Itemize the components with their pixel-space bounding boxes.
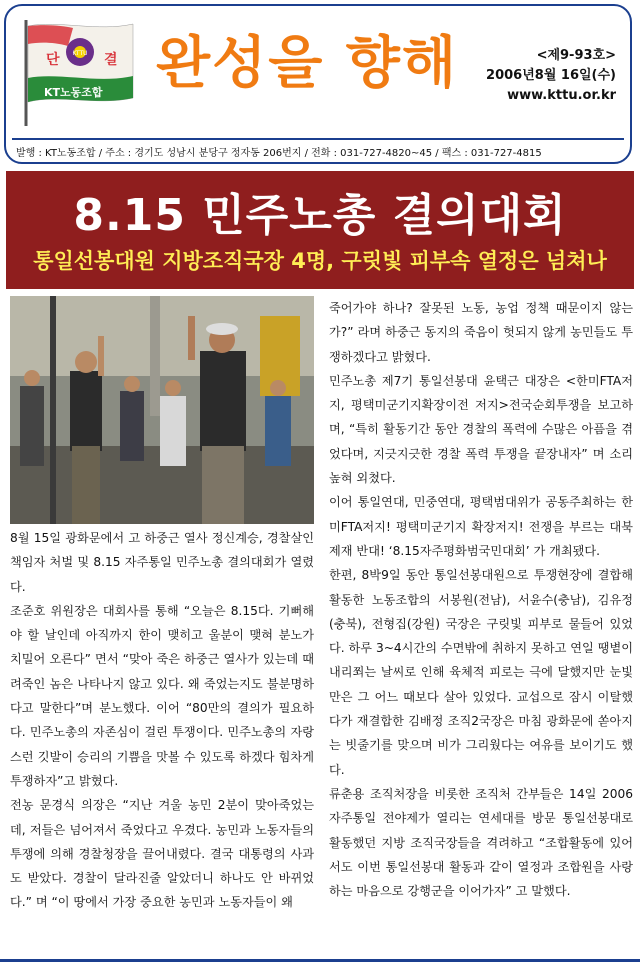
newsletter-title: 완성을 향해: [156, 31, 458, 96]
publisher-contact: 발행 : KT노동조합 / 주소 : 경기도 성남시 분당구 정자동 206번지 / 전화 : 031-727-4820~45 / 팩스 : 031-727-4815: [12, 138, 624, 159]
article-paragraph: 이어 통일연대, 민중연대, 평택범대위가 공동주최하는 한미FTA저지! 평택미군기지 확장저지! 전쟁을 부르는 대북제재 반대! ‘8.15자주평화범국민대회’ 가 개최됐다.: [329, 495, 633, 558]
website-link[interactable]: www.kttu.or.kr: [507, 88, 616, 103]
article-paragraph: 민주노총 제7기 통일선봉대 윤택근 대장은 <한미FTA저지, 평택미군기지확장이전 저지>전국순회투쟁을 보고하며, “특히 활동기간 동안 경찰의 폭력에 수많은 아픔을 겪었다며, 지긋지긋한 경찰 폭력 투쟁을 끝장내자” 며 소리높혀 외쳤다.: [329, 373, 633, 486]
issue-number: <제9-93호>: [536, 48, 616, 63]
headline: 8.15 민주노총 결의대회: [73, 190, 567, 241]
issue-info: [486, 46, 616, 106]
article-column-right: [329, 296, 633, 903]
subheadline: 통일선봉대원 지방조직국장 4명, 구릿빛 피부속 열정은 넘쳐나: [33, 249, 607, 273]
headline-banner: [6, 171, 634, 289]
flag-char-1: 단: [46, 52, 60, 68]
rally-photo: [10, 296, 314, 524]
article-paragraph: 8월 15일 광화문에서 고 하중근 열사 정신계승, 경찰살인 책임자 처벌 및 8.15 자주통일 민주노총 결의대회가 열렸다.: [10, 531, 314, 594]
issue-date: 2006년8월 16일(수): [486, 68, 616, 83]
article-paragraph: 전농 문경식 의장은 “지난 겨울 농민 2분이 맞아죽었는데, 저들은 넘어져서 죽었다고 우겼다. 농민과 노동자들의 투쟁에 의해 경찰청장을 끌어내렸다. 결국 대통령의 사과도 받았다. 경찰이 달라진줄 알았더니 하나도 안 바뀌었다.” 며 “이 땅에서 가장 중요한 농민과 노동자들이 왜: [10, 798, 314, 910]
article-paragraph: 조준호 위원장은 대회사를 통해 “오늘은 8.15다. 기뻐해야 할 날인데 아직까지 한이 맺히고 울분이 맺혀 분노가 치밀어 오른다” 면서 “맞아 죽은 하중근 열사가 있는데 때려죽인 놈은 나타나지 않고 있다. 왜 죽었는지도 불분명하다고 말한다”며 분노했다. 이어 “80만의 결의가 필요하다. 민주노총의 자존심이 걸린 투쟁이다. 민주노총의 자랑스런 깃발이 승리의 기쁨을 맛볼 수 있도록 하겠다 힘차게 투쟁하자”고 밝혔다.: [10, 603, 314, 788]
flag-text: KT노동조합: [44, 86, 103, 99]
article-paragraph: 죽어가야 하나? 잘못된 노동, 농업 정책 때문이지 않는가?” 라며 하중근 동지의 죽음이 헛되지 않게 농민들도 투쟁하겠다고 밝혔다.: [329, 301, 633, 364]
article-paragraph: 류춘용 조직처장을 비롯한 조직처 간부들은 14일 2006 자주통일 전야제가 열리는 연세대를 방문 통일선봉대로 활동했던 지방 조직국장들을 격려하고 “조합활동에 있어서도 이번 통일선봉대 활동과 같이 열정과 조합원을 사랑하는 마음으로 강행군을 이어가자” 고 말했다.: [329, 786, 633, 899]
flag-char-2: 결: [104, 52, 118, 68]
masthead: [4, 4, 632, 164]
article-paragraph: 한편, 8박9일 동안 통일선봉대원으로 투쟁현장에 결합해 활동한 노동조합의 서봉원(전남), 서윤수(충남), 김유정(충북), 전형집(강원) 국장은 구릿빛 피부로 물들어 있었다. 하루 3~4시간의 수면밖에 취하지 못하고 연일 땡볕이 내리쬐는 날씨로 인해 육체적 피로는 극에 달했지만 눈빛만은 그 어느 때보다 살아 있었다. 교섭으로 잠시 이탈했다가 재결합한 김배정 조직2국장은 마침 광화문에 쏟아지는 빗줄기를 맞으며 비가 그리웠다는 여유를 보이기도 했다.: [329, 568, 633, 777]
article-column-left: [10, 526, 314, 915]
union-flag-logo: [18, 16, 138, 128]
flag-emblem-text: KTTU: [72, 50, 88, 57]
